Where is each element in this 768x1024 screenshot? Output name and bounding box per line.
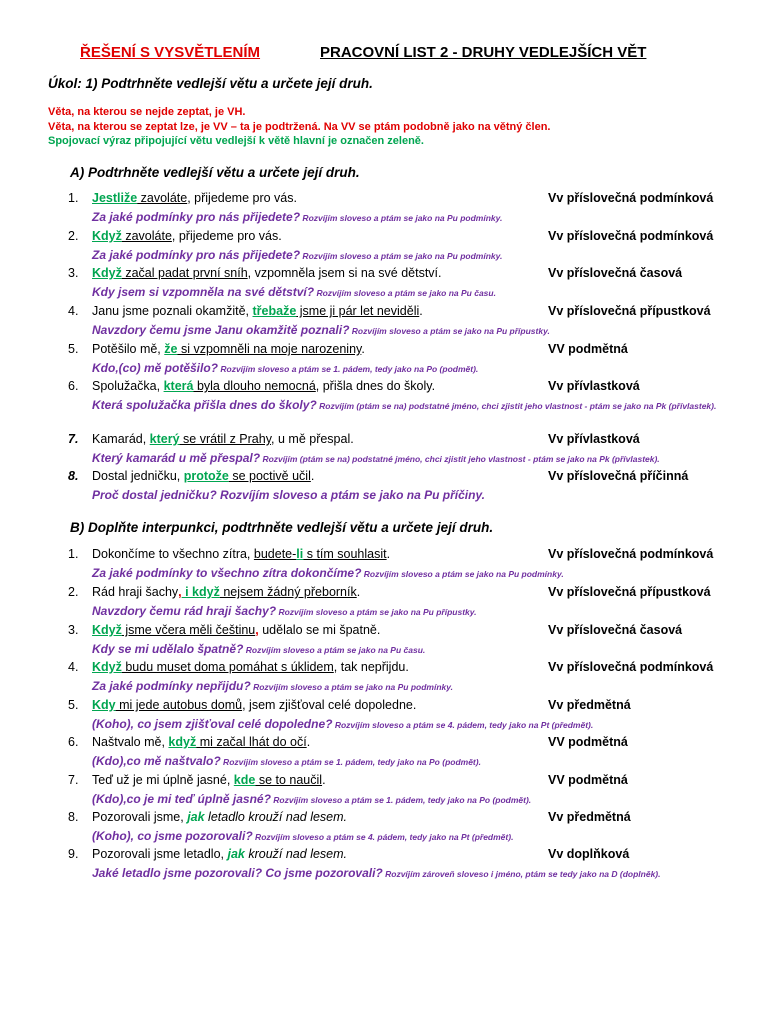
explanation-note: Rozvíjím zároveň sloveso i jméno, ptám se tedy jako na D (doplněk). <box>382 869 661 879</box>
explanation <box>92 210 722 226</box>
clause-type: Vv příslovečná časová <box>548 266 683 280</box>
sentence <box>92 266 442 280</box>
explanation-note: Rozvíjím sloveso a ptám se jako na Pu podmínky. <box>300 251 503 261</box>
conjunction: že <box>164 342 178 356</box>
explanation <box>92 829 722 845</box>
sentence-rest: . <box>356 585 361 599</box>
sentence <box>92 469 314 483</box>
sentence-rest: , vzpomněla jsem si na své dětství. <box>247 266 442 280</box>
explanation-note: Rozvíjím sloveso a ptám se jako na Pu podmínky. <box>300 213 503 223</box>
added-comma: , <box>178 585 182 599</box>
explanation-note: Rozvíjím sloveso a ptám se 1. pádem, tedy jako na Po (podmět). <box>218 364 479 374</box>
sentence-rest: , u mě přespal. <box>271 432 354 446</box>
section-b-title: B) Doplňte interpunkci, podtrhněte vedlejší větu a určete její druh. <box>70 520 494 535</box>
sentence-rest: . <box>361 342 365 356</box>
explanation-note: Rozvíjím sloveso a ptám se jako na Pu přípustky. <box>349 326 550 336</box>
added-comma: , <box>255 623 259 637</box>
sentence-rest: udělalo se mi špatně. <box>258 623 381 637</box>
main-clause: Pozorovali jsme, <box>92 810 188 824</box>
clause-type: Vv příslovečná podmínková <box>548 547 714 561</box>
clause-type: Vv přívlastková <box>548 379 640 393</box>
question: Proč dostal jedničku? Rozvíjím sloveso a ptám se jako na Pu příčiny. <box>92 488 486 502</box>
explanation-note: Rozvíjím sloveso a ptám se jako na Pu času. <box>314 288 496 298</box>
main-clause: Pozorovali jsme letadlo, <box>92 847 228 861</box>
sentence <box>92 229 282 243</box>
item-number: 1. <box>68 547 79 561</box>
clause-type: Vv příslovečná příčinná <box>548 469 689 483</box>
main-clause: Naštvalo mě, <box>92 735 169 749</box>
item-number: 7. <box>68 432 79 446</box>
main-clause: Spolužačka, <box>92 379 164 393</box>
explanation <box>92 323 722 339</box>
sentence-rest: , přijedeme pro vás. <box>171 229 282 243</box>
item-number: 4. <box>68 660 79 674</box>
explanation <box>92 361 722 377</box>
explanation <box>92 679 722 695</box>
item-number: 3. <box>68 623 79 637</box>
subordinate-clause: se vrátil z Prahy <box>179 432 272 446</box>
sentence-rest: , přišla dnes do školy. <box>315 379 436 393</box>
explanation <box>92 754 722 770</box>
sentence <box>92 547 390 561</box>
main-clause: Janu jsme poznali okamžitě, <box>92 304 253 318</box>
explanation <box>92 488 722 503</box>
subordinate-clause: budu muset doma pomáhat s úklidem <box>121 660 334 674</box>
item-number: 5. <box>68 698 79 712</box>
explanation-note: Rozvíjím sloveso a ptám se 4. pádem, tedy jako na Pt (předmět). <box>332 720 594 730</box>
explanation <box>92 566 722 582</box>
explanation-note: Rozvíjím sloveso a ptám se 1. pádem, tedy jako na Po (podmět). <box>270 795 532 805</box>
main-clause: Potěšilo mě, <box>92 342 165 356</box>
explanation <box>92 792 722 808</box>
item-number: 5. <box>68 342 79 356</box>
main-clause: Rád hraji šachy <box>92 585 179 599</box>
item-number: 3. <box>68 266 79 280</box>
conjunction: Když <box>92 623 122 637</box>
conjunction: Když <box>92 660 122 674</box>
item-number: 4. <box>68 304 79 318</box>
question: (Kdo),co mě naštvalo? <box>92 754 221 768</box>
sentence <box>92 304 423 318</box>
section-a-title: A) Podtrhněte vedlejší větu a určete její druh. <box>70 165 360 180</box>
question: Za jaké podmínky to všechno zítra dokončíme? <box>92 566 362 580</box>
clause-type: Vv předmětná <box>548 810 631 824</box>
conjunction: i když <box>181 585 220 599</box>
question: Která spolužačka přišla dnes do školy? <box>92 398 317 412</box>
subordinate-clause: letadlo krouží nad lesem. <box>204 810 348 824</box>
sentence <box>92 379 435 393</box>
item-number: 6. <box>68 379 79 393</box>
note-line-1: Věta, na kterou se nejde zeptat, je VH. <box>48 106 246 118</box>
explanation <box>92 604 722 620</box>
question: Navzdory čemu jsme Janu okamžitě poznali? <box>92 323 350 337</box>
clause-type: Vv příslovečná přípustková <box>548 304 711 318</box>
conjunction: který <box>149 432 180 446</box>
item-number: 1. <box>68 191 79 205</box>
clause-type: Vv příslovečná podmínková <box>548 191 714 205</box>
sentence-rest: , jsem zjišťoval celé dopoledne. <box>242 698 417 712</box>
question: Kdy jsem si vzpomněla na své dětství? <box>92 285 315 299</box>
subordinate-clause: nejsem žádný přeborník <box>219 585 357 599</box>
sentence <box>92 660 409 674</box>
item-number: 7. <box>68 773 79 787</box>
notes-block <box>48 105 550 149</box>
item-number: 9. <box>68 847 79 861</box>
sentence <box>92 342 365 356</box>
sentence-rest: . <box>306 735 311 749</box>
subordinate-clause: se poctivě učil <box>228 469 311 483</box>
clause-type: Vv příslovečná podmínková <box>548 660 714 674</box>
conjunction: která <box>163 379 194 393</box>
subordinate-clause: mi jede autobus domů <box>115 698 243 712</box>
clause-type: Vv doplňková <box>548 847 630 861</box>
explanation-note: Rozvíjím (ptám se na) podstatné jméno, chci zjistit jeho vlastnost - ptám se jako na Pk (přívlastek). <box>260 454 660 464</box>
sentence-rest: . <box>419 304 423 318</box>
question: Kdo,(co) mě potěšilo? <box>92 361 218 375</box>
explanation <box>92 398 722 414</box>
item-number: 2. <box>68 229 79 243</box>
sentence <box>92 773 326 787</box>
item-number: 2. <box>68 585 79 599</box>
sentence <box>92 191 297 205</box>
note-line-3: Spojovací výraz připojující větu vedlejší k větě hlavní je označen zeleně. <box>48 135 424 147</box>
explanation-note: Rozvíjím sloveso a ptám se jako na Pu času. <box>243 645 426 655</box>
clause-type: VV podmětná <box>548 735 628 749</box>
conjunction: protože <box>183 469 229 483</box>
clause-type: Vv příslovečná přípustková <box>548 585 711 599</box>
note-line-2: Věta, na kterou se zeptat lze, je VV – ta je podtržená. Na VV se ptám podobně jako na větný člen. <box>48 120 551 133</box>
explanation <box>92 248 722 264</box>
solution-heading: ŘEŠENÍ S VYSVĚTLENÍM <box>80 44 261 61</box>
conjunction: li <box>296 547 304 561</box>
explanation-note: Rozvíjím sloveso a ptám se jako na Pu přípustky. <box>276 607 477 617</box>
clause-type: Vv příslovečná podmínková <box>548 229 714 243</box>
main-clause: Dokončíme to všechno zítra, <box>92 547 254 561</box>
question: (Koho), co jsme pozorovali? <box>92 829 253 843</box>
main-clause: Kamarád, <box>92 432 150 446</box>
explanation <box>92 285 722 301</box>
sentence <box>92 735 310 749</box>
sentence-rest: . <box>310 469 315 483</box>
subordinate-clause: byla dlouho nemocná <box>193 379 316 393</box>
conjunction: Když <box>92 229 122 243</box>
conjunction: jak <box>187 810 205 824</box>
subordinate-clause: jsme ji pár let neviděli <box>296 304 420 318</box>
clause-type: Vv příslovečná časová <box>548 623 683 637</box>
main-clause: Dostal jedničku, <box>92 469 184 483</box>
sentence <box>92 623 380 637</box>
worksheet-title: PRACOVNÍ LIST 2 - DRUHY VEDLEJŠÍCH VĚT <box>320 44 647 61</box>
explanation <box>92 642 722 658</box>
sentence-rest: . <box>322 773 326 787</box>
task-instruction: Úkol: 1) Podtrhněte vedlejší větu a určete její druh. <box>48 76 373 91</box>
sentence-rest: . <box>386 547 391 561</box>
sentence <box>92 432 354 446</box>
subordinate-clause: začal padat první sníh <box>121 266 248 280</box>
item-number: 8. <box>68 469 79 483</box>
question: Za jaké podmínky pro nás přijedete? <box>92 210 301 224</box>
subordinate-clause: se to naučil <box>255 773 323 787</box>
question: Za jaké podmínky pro nás přijedete? <box>92 248 301 262</box>
subordinate-clause: mi začal lhát do očí <box>196 735 307 749</box>
main-clause: Teď už je mi úplně jasné, <box>92 773 234 787</box>
explanation-note: Rozvíjím sloveso a ptám se jako na Pu podmínky. <box>361 569 564 579</box>
explanation-note: Rozvíjím sloveso a ptám se 4. pádem, tedy jako na Pt (předmět). <box>252 832 514 842</box>
explanation-note: Rozvíjím (ptám se na) podstatné jméno, chci zjistit jeho vlastnost - ptám se jako na Pk (přívlastek). <box>316 401 717 411</box>
question: (Kdo),co je mi teď úplně jasné? <box>92 792 271 806</box>
subordinate-clause: si vzpomněli na moje narozeniny <box>177 342 362 356</box>
conjunction: kde <box>233 773 256 787</box>
conjunction: Jestliže <box>92 191 138 205</box>
item-number: 6. <box>68 735 79 749</box>
explanation <box>92 451 722 467</box>
question: Navzdory čemu rád hraji šachy? <box>92 604 277 618</box>
conjunction: Kdy <box>92 698 116 712</box>
conjunction: když <box>168 735 197 749</box>
clause-type: Vv předmětná <box>548 698 631 712</box>
explanation <box>92 866 722 882</box>
question: Který kamarád u mě přespal? <box>92 451 261 465</box>
subordinate-clause: zavoláte <box>121 229 172 243</box>
sentence <box>92 810 347 824</box>
subordinate-clause: jsme včera měli češtinu <box>121 623 256 637</box>
sentence-rest: , přijedeme pro vás. <box>187 191 297 205</box>
subordinate-clause: krouží nad lesem. <box>244 847 348 861</box>
conjunction: třebaže <box>252 304 297 318</box>
conjunction: Když <box>92 266 122 280</box>
question: (Koho), co jsem zjišťoval celé dopoledne? <box>92 717 333 731</box>
explanation-note: Rozvíjím sloveso a ptám se jako na Pu podmínky. <box>250 682 454 692</box>
subordinate-clause: budete- <box>253 547 297 561</box>
item-number: 8. <box>68 810 79 824</box>
clause-type: Vv přívlastková <box>548 432 640 446</box>
conjunction: jak <box>227 847 245 861</box>
explanation <box>92 717 722 733</box>
explanation-note: Rozvíjím sloveso a ptám se 1. pádem, tedy jako na Po (podmět). <box>220 757 481 767</box>
sentence <box>92 847 347 861</box>
subordinate-clause-end: s tím souhlasit <box>303 547 387 561</box>
clause-type: VV podmětná <box>548 773 628 787</box>
question: Kdy se mi udělalo špatně? <box>92 642 244 656</box>
sentence <box>92 698 416 712</box>
clause-type: VV podmětná <box>548 342 628 356</box>
sentence <box>92 585 360 599</box>
subordinate-clause: zavoláte <box>137 191 188 205</box>
question: Za jaké podmínky nepřijdu? <box>92 679 251 693</box>
question: Jaké letadlo jsme pozorovali? Co jsme pozorovali? <box>92 866 383 880</box>
sentence-rest: , tak nepřijdu. <box>333 660 409 674</box>
